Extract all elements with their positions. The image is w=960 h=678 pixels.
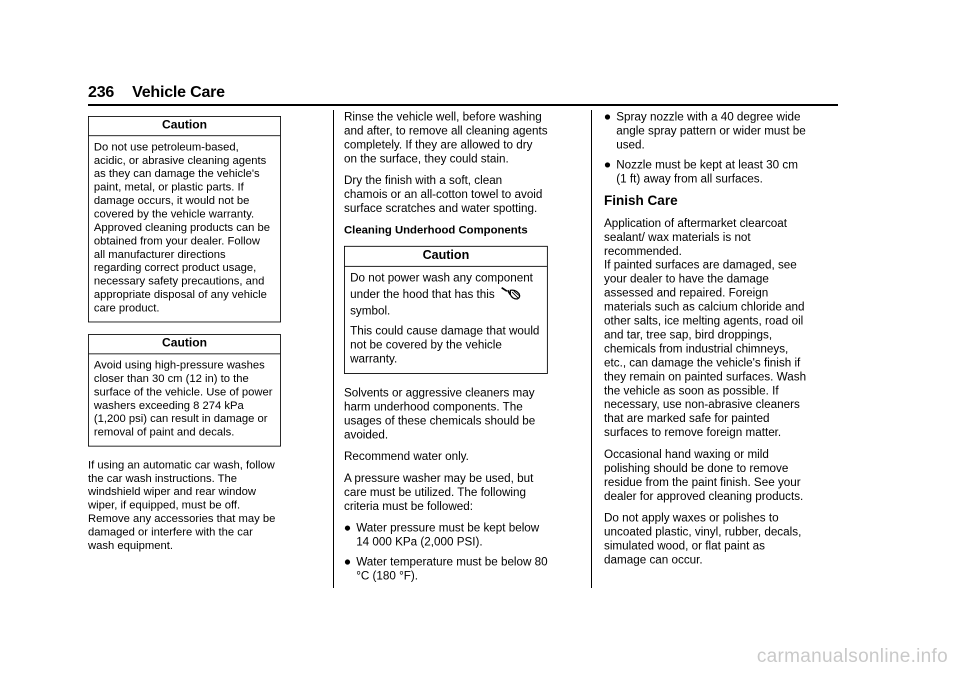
caution-box-2 [88, 334, 281, 446]
caution-text-after-icon: symbol. [350, 304, 391, 318]
rinse-paragraph: Rinse the vehicle well, before washing and after, to remove all cleaning agents completely. If they are allowed to dry on the surface, they could stain. [344, 110, 548, 165]
list-item: Water temperature must be below 80 °C (180 °F). [344, 555, 548, 583]
column-divider-2 [591, 110, 592, 588]
caution-title: Caution [89, 335, 280, 354]
caution-box-1 [88, 116, 281, 322]
caution-text [350, 271, 540, 318]
section-title: Vehicle Care [132, 84, 225, 101]
uncoated-paragraph: Do not apply waxes or polishes to uncoated plastic, vinyl, rubber, decals, simulated wood, or flat paint as damage can occur. [604, 511, 802, 567]
page-number: 236 [88, 84, 115, 101]
caution-text: Do not use petroleum-based, acidic, or abrasive cleaning agents as they can damage the vehicle's paint, metal, or plastic parts. If damage occurs, it would not be covered by the vehicle warranty. Approved cleaning products can be obtained from your dealer. Follow all manufacturer directions regarding correct product usage, necessary safety precautions, and appropriate disposal of any vehicle care product. [93, 140, 271, 315]
header-rule [88, 104, 838, 106]
car-wash-paragraph: If using an automatic car wash, follow the car wash instructions. The windshield wiper and rear window wiper, if equipped, must be off. Remove any accessories that may be damaged or interfere with the car wash equipment. [88, 458, 276, 552]
criteria-list-continued [604, 110, 810, 186]
bullet-icon [345, 559, 350, 564]
caution-box-3 [344, 246, 548, 374]
criteria-list [344, 521, 548, 583]
solvents-paragraph: Solvents or aggressive cleaners may harm underhood components. The usages of these chemicals should be avoided. [344, 386, 536, 441]
bullet-icon [605, 114, 610, 119]
finish-care-heading: Finish Care [604, 193, 678, 209]
column-1 [88, 116, 281, 560]
list-item: Water pressure must be kept below 14 000 KPa (2,000 PSI). [344, 521, 548, 549]
list-item: Spray nozzle with a 40 degree wide angle spray pattern or wider must be used. [604, 110, 810, 152]
bullet-icon [345, 525, 350, 530]
column-divider-1 [333, 110, 334, 588]
caution-title: Caution [345, 247, 547, 267]
no-power-wash-icon [500, 285, 523, 304]
caution-title: Caution [89, 117, 280, 136]
water-only-paragraph: Recommend water only. [344, 449, 469, 463]
underhood-subheading: Cleaning Underhood Components [344, 223, 528, 237]
damage-paragraph: If painted surfaces are damaged, see your dealer to have the damage assessed and repaired. Foreign materials such as calcium chloride and other salts, ice melting agents, road oil and tar, tree sap, bird droppings, chemicals from industrial chimneys, etc., can damage the vehicle's finish if they remain on painted surfaces. Wash the vehicle as soon as possible. If necessary, use non-abrasive cleaners that are marked safe for painted surfaces to remove foreign matter. [604, 258, 807, 439]
waxing-paragraph: Occasional hand waxing or mild polishing should be done to remove residue from the paint finish. See your dealer for approved cleaning products. [604, 447, 804, 503]
pressure-washer-paragraph: A pressure washer may be used, but care must be utilized. The following criteria must be followed: [344, 471, 534, 513]
sealant-paragraph: Application of aftermarket clearcoat sealant/ wax materials is not recommended. [604, 216, 788, 258]
column-2 [344, 110, 548, 590]
page-header [88, 84, 225, 102]
list-item: Nozzle must be kept at least 30 cm (1 ft) away from all surfaces. [604, 158, 810, 186]
watermark: carmanualsonline.info [756, 646, 948, 667]
dry-paragraph: Dry the finish with a soft, clean chamois or an all-cotton towel to avoid surface scratches and water spotting. [344, 173, 543, 215]
column-3 [604, 110, 810, 575]
bullet-icon [605, 162, 610, 167]
caution-text: Avoid using high-pressure washes closer than 30 cm (12 in) to the surface of the vehicle. Use of power washers exceeding 8 274 kPa (1,200 psi) can result in damage or removal of paint and decals. [93, 358, 273, 439]
caution-text-before-icon: Do not power wash any component under the hood that has this [350, 271, 533, 301]
caution-text-2: This could cause damage that would not be covered by the vehicle warranty. [350, 324, 540, 366]
